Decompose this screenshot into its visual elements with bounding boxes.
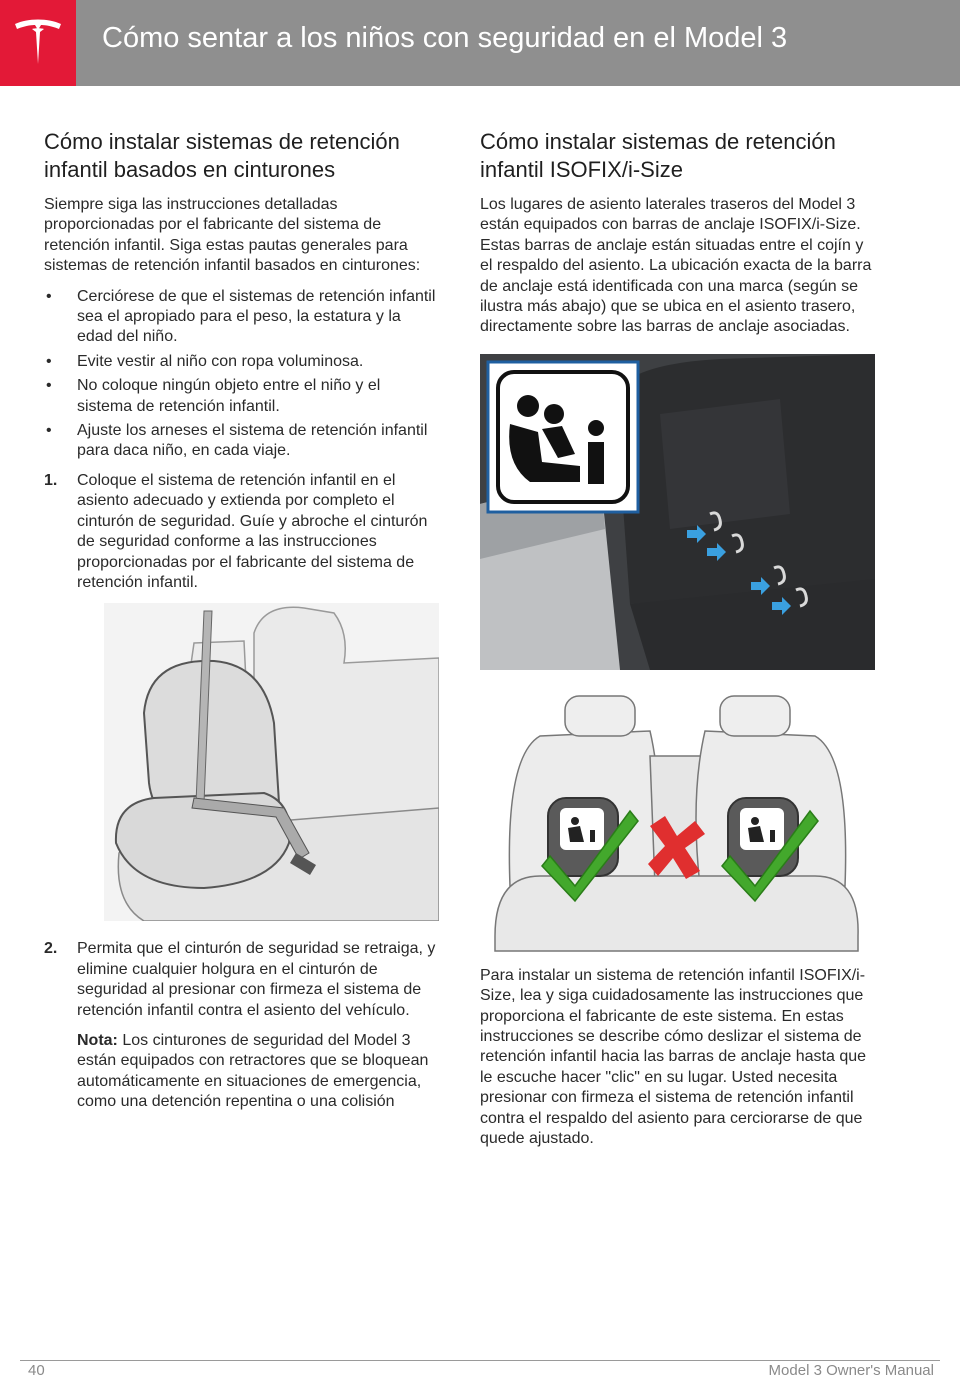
manual-title: Model 3 Owner's Manual — [768, 1362, 934, 1379]
step-text: Coloque el sistema de retención infantil en el asiento adecuado y extienda por completo el cinturón de seguridad. Guíe y abroche el cinturón de seguridad conforme a las instrucciones proporcionadas por el fabricante del sistema de retención infantil. — [77, 471, 428, 591]
isofix-instructions: Para instalar un sistema de retención infantil ISOFIX/i-Size, lea y siga cuidadosamente las instrucciones que proporciona el fabricante de este sistema. En estas instrucciones se describe cómo deslizar el sistema de retención infantil hacia las barras de anclaje hasta que le escuche hacer "clic" en su lugar. Usted necesita presionar con firmeza el sistema de retención infantil contra el respaldo del asiento para cerciorarse de que quede ajustado. — [480, 966, 867, 1148]
section-heading-belt: Cómo instalar sistemas de retención infantil basados en cinturones — [44, 129, 400, 182]
step-text: Permita que el cinturón de seguridad se retraiga, y elimine cualquier holgura en el cinturón de seguridad al presionar con firmeza el sistema de retención infantil contra el asiento del vehículo. — [77, 940, 436, 1019]
isofix-anchor-photo — [480, 354, 875, 670]
rear-seat-isofix-positions — [480, 676, 875, 956]
list-item: • No coloque ningún objeto entre el niño y el sistema de retención infantil. — [46, 377, 381, 415]
tesla-logo-icon — [13, 18, 63, 68]
list-item: • Ajuste los arneses el sistema de retención infantil para daca niño, en cada viaje. — [46, 422, 428, 460]
guideline-list — [44, 287, 439, 462]
step-1 — [44, 471, 439, 593]
section-heading-isofix: Cómo instalar sistemas de retención infantil ISOFIX/i-Size — [480, 129, 836, 182]
intro-paragraph: Siempre siga las instrucciones detalladas proporcionadas por el fabricante del sistema de retención infantil. Siga estas pautas generales para sistemas de retención infantil basados en cinturones: — [44, 196, 421, 275]
footer-divider — [20, 1360, 940, 1361]
step-2 — [44, 939, 439, 1021]
right-column — [480, 128, 875, 1160]
page-header — [0, 0, 960, 86]
brand-logo — [0, 0, 76, 86]
note-label: Nota: — [77, 1031, 118, 1049]
page-number: 40 — [28, 1362, 45, 1379]
page-title: Cómo sentar a los niños con seguridad en el Model 3 — [102, 22, 788, 54]
isofix-intro: Los lugares de asiento laterales traseros del Model 3 están equipados con barras de anclaje ISOFIX/i-Size. Estas barras de anclaje están situadas entre el cojín y el respaldo del asiento. La ubicación exacta de la barra de anclaje está identificada con una marca (según se ilustra más abajo) que se ubica en el asiento trasero, directamente sobre las barras de anclaje asociadas. — [480, 196, 872, 336]
left-column — [44, 128, 439, 1113]
list-item: • Cerciórese de que el sistemas de retención infantil sea el apropiado para el peso, la estatura y la edad del niño. — [46, 287, 436, 346]
step-number: 2. — [44, 940, 58, 958]
step-number: 1. — [44, 471, 58, 489]
list-item: • Evite vestir al niño con ropa voluminosa. — [46, 352, 364, 370]
note — [44, 1031, 439, 1113]
note-text: Los cinturones de seguridad del Model 3 están equipados con retractores que se bloquean automáticamente en situaciones de emergencia, como una detención repentina o una colisión — [77, 1031, 429, 1111]
belt-seat-illustration — [104, 603, 439, 921]
